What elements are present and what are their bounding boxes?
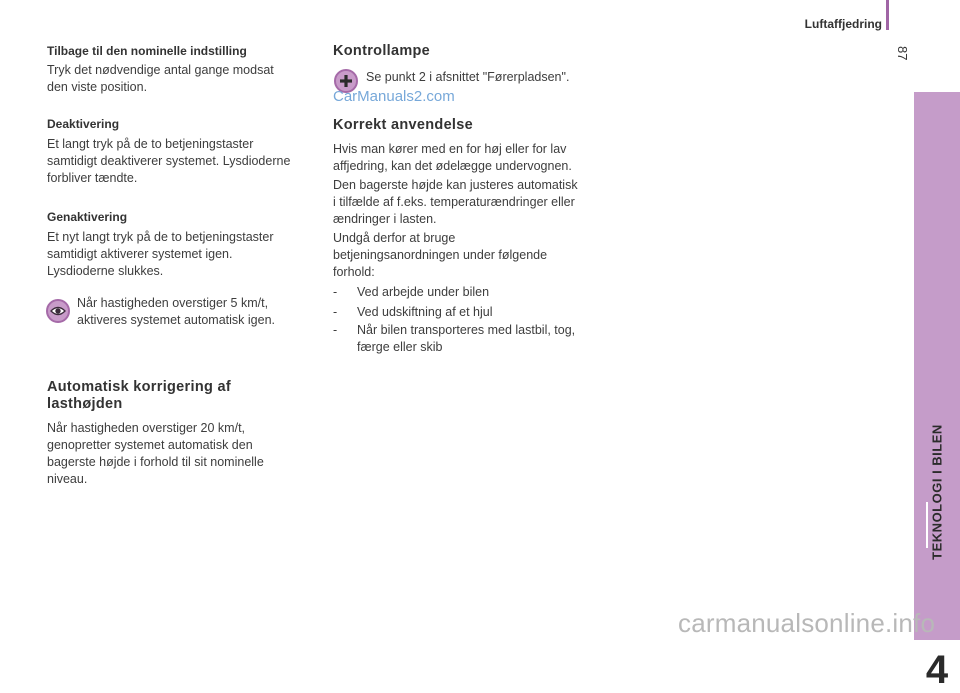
sidebar-divider xyxy=(926,502,928,548)
heading-correct-use: Korrekt anvendelse xyxy=(333,117,473,133)
list-item: - Når bilen transporteres med lastbil, tog, færge eller skib xyxy=(333,323,576,354)
heading-auto-correction: Automatisk korrigering af lasthøjden xyxy=(47,379,231,412)
heading-deactivation: Deaktivering xyxy=(47,117,120,131)
list-item: - Ved udskiftning af et hjul xyxy=(333,305,493,319)
heading-nominal: Tilbage til den nominelle indstilling xyxy=(47,44,247,58)
section-title: Luftaffjedring xyxy=(804,17,882,31)
chapter-number: 4 xyxy=(925,648,949,692)
correct-use-para1: Hvis man kører med en for høj eller for lav affjedring, kan det ødelægge undervognen. xyxy=(333,142,572,173)
eye-note-text: Når hastigheden overstiger 5 km/t, aktiveres systemet automatisk igen. xyxy=(77,296,275,327)
header-accent-line xyxy=(886,0,889,30)
text-auto-correction: Når hastigheden overstiger 20 km/t, genopretter systemet automatisk den bagerste højde i forhold til sit nominelle niveau. xyxy=(47,421,264,486)
correct-use-para3: Undgå derfor at bruge betjeningsanordningen under følgende forhold: xyxy=(333,231,548,279)
indicator-note: Se punkt 2 i afsnittet "Førerpladsen". xyxy=(366,70,570,84)
correct-use-para2: Den bagerste højde kan justeres automatisk i tilfælde af f.eks. temperaturændringer eller ændringer i lasten. xyxy=(333,178,578,226)
watermark-bottom[interactable]: carmanualsonline.info xyxy=(678,608,936,638)
watermark-top[interactable]: CarManuals2.com xyxy=(333,88,455,105)
heading-reactivation: Genaktivering xyxy=(47,210,128,224)
text-deactivation: Et langt tryk på de to betjeningstaster samtidigt deaktiverer systemet. Lysdioderne forbliver tændte. xyxy=(47,137,291,185)
text-nominal: Tryk det nødvendige antal gange modsat den viste position. xyxy=(47,63,274,94)
heading-indicator: Kontrollampe xyxy=(333,43,431,59)
eye-icon xyxy=(46,299,70,323)
text-reactivation: Et nyt langt tryk på de to betjeningstaster samtidigt aktiverer systemet igen. Lysdioderne slukkes. xyxy=(47,230,274,278)
list-item: - Ved arbejde under bilen xyxy=(333,285,490,299)
page-number: 87 xyxy=(895,46,910,61)
chapter-sidebar xyxy=(914,92,960,692)
chapter-title: TEKNOLOGI I BILEN xyxy=(929,424,945,560)
